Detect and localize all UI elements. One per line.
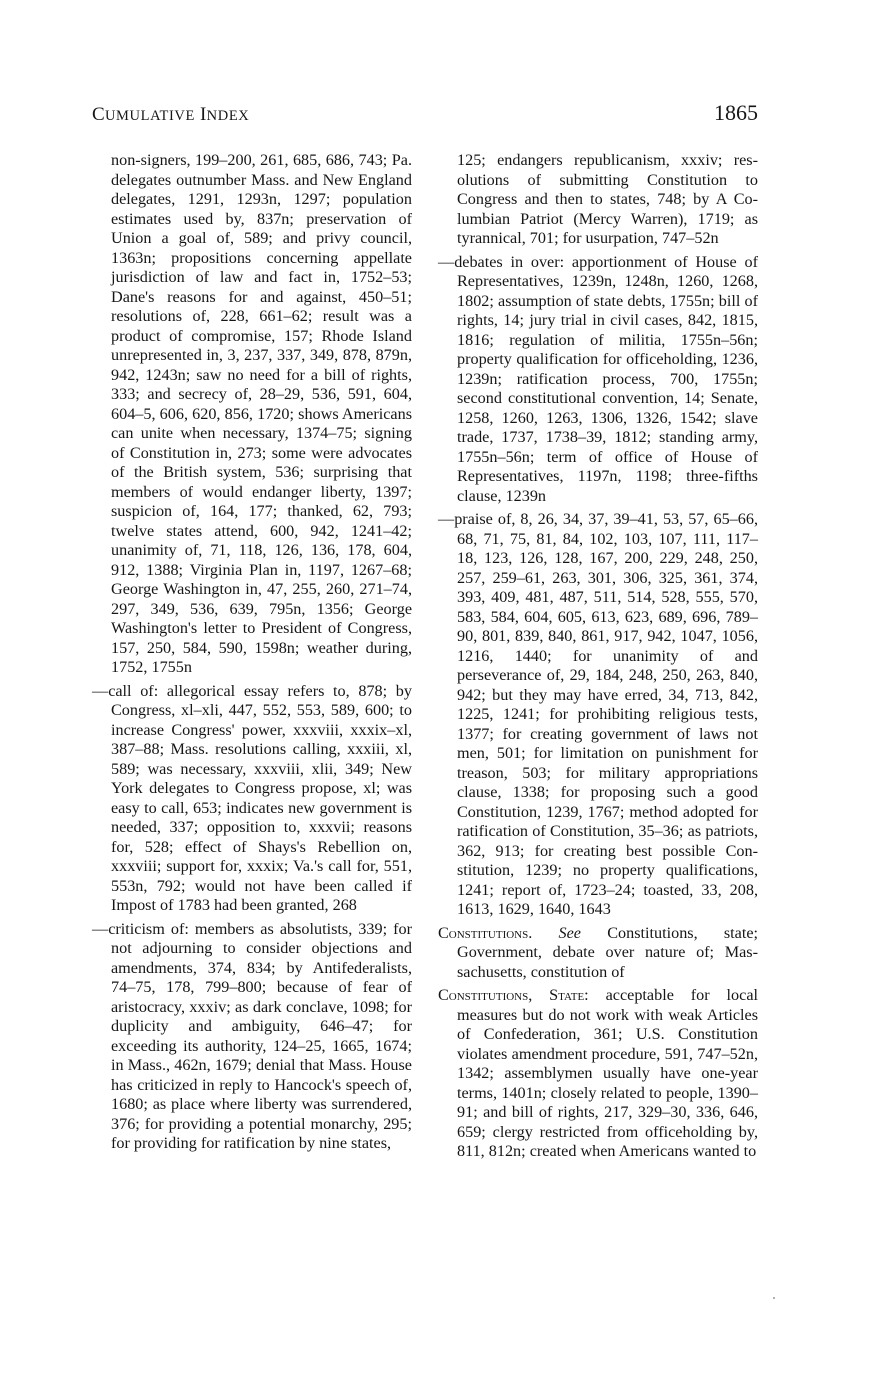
entry-constitutions (438, 924, 758, 983)
see-reference: See (558, 923, 581, 942)
entry-constitutions-refs: Constitutions, state; Government, debate over nature of; Massachusetts, constitution of (457, 923, 759, 981)
left-column (92, 151, 412, 1158)
title-rest-cumulative: UMULATIVE (104, 108, 195, 124)
running-head-title (92, 104, 249, 126)
right-column (438, 151, 758, 1166)
entry-continuation-right: 125; endangers republicanism, xxxiv; resolutions of submitting Constitution to Congress and then to states, 748; by A Columbian Patriot (Mercy Warren), 1719; as tyrannical, 701; for usurpation, 747–52n (457, 151, 758, 247)
entry-continuation-left: non-signers, 199–200, 261, 685, 686, 743; Pa. delegates outnumber Mass. and New England delegates, 1291, 1293n, 1297; population estimates used by, 837n; preservation of Union a goal of, 589; and privy council, 1363n; propositions concerning appellate jurisdiction of law and fact in, 1752–53; Dane's reasons for and against, 450–51; resolutions of, 228, 661–62; result was a product of compromise, 157; Rhode Island unrepresented in, 3, 237, 337, 349, 878, 879n, 942, 1243n; saw no need for a bill of rights, 333; and secrecy of, 28–29, 536, 591, 604, 604–5, 606, 620, 856, 1720; shows Americans can unite when necessary, 1374–75; signing of Constitution in, 273; some were advocates of the British system, 536; surprising that members of would endanger liberty, 1397; suspicion of, 164, 177; thanked, 62, 793; twelve states attend, 600, 942, 1241–42; unanimity of, 71, 118, 126, 136, 178, 604, 912, 1388; Virginia Plan in, 1197, 1267–68; George Washington in, 47, 255, 260, 271–74, 297, 349, 536, 639, 795n, 1356; George Washington's letter to President of Congress, 157, 250, 584, 590, 1598n; weather during, 1752, 1755n (111, 151, 412, 676)
title-initial-c: C (92, 104, 105, 125)
subentry-criticism-of: —criticism of: members as absolutists, 339; for not adjourning to consider objections and amendments, 374, 834; by Antifederalists, 74–75, 178, 799–800; because of fear of aristocracy, xxxiv; as dark conclave, 1098; for duplicity and ambiguity, 646–47; for exceeding its authority, 124–25, 1665, 1674; in Mass., 462n, 1679; denial that Mass. House has criticized in reply to Hancock's speech of, 1680; as place where liberty was surrendered, 376; for providing a potential monarchy, 295; for providing for ratification by nine states, (92, 919, 412, 1152)
title-initial-i: I (200, 104, 207, 125)
subentry-call-of: —call of: allegorical essay refers to, 878; by Congress, xl–xli, 447, 552, 553, 589, 600; to increase Congress' power, xxxviii, xxxix–xl, 387–88; Mass. resolutions calling, xxxiii, xl, 589; was necessary, xxxviii, xlii, 349; New York delegates to Congress propose, xl; was easy to call, 653; indicates new government is needed, 337; opposition to, xxxvii; reasons for, 528; effect of Shays's Rebellion on, xxxviii; support for, xxxix; Va.'s call for, 551, 553n, 792; would not have been called if Impost of 1783 had been granted, 268 (92, 681, 412, 914)
scan-speck (773, 1297, 775, 1299)
page-number: 1865 (714, 100, 758, 125)
entry-constitutions-state (438, 986, 758, 1162)
entry-constitutions-head: Constitutions. (438, 923, 533, 942)
entry-constitutions-state-body: acceptable for local measures but do not work with weak Articles of Confederation, 361; U.S. Constitution violates amendment procedure, 591, 747–52n, 1342; assemblymen usually have one-year terms, 1401n; closely related to people, 1390–91; and bill of rights, 217, 329–30, 336, 646, 659; clergy restricted from officeholding by, 811, 812n; created when Americans wanted to (457, 986, 759, 1160)
title-rest-index: NDEX (206, 108, 250, 124)
subentry-debates-in-over: —debates in over: apportionment of House of Representatives, 1239n, 1248n, 1260, 1268, 1802; assumption of state debts, 1755n; bill of rights, 14; jury trial in civil cases, 842, 1815, 1816; regulation of militia, 1755n–56n; property qualification for officeholding, 1236, 1239n; ratification process, 700, 1755n; second constitutional convention, 14; Senate, 1258, 1260, 1263, 1306, 1326, 1542; slave trade, 1737, 1738–39, 1812; standing army, 1755n–56n; term of office of House of Representatives, 1197n, 1198; three-fifths clause, 1239n (438, 252, 758, 505)
subentry-praise-of: —praise of, 8, 26, 34, 37, 39–41, 53, 57, 65–66, 68, 71, 75, 81, 84, 102, 103, 107, 111, 117–18, 123, 126, 128, 167, 200, 229, 248, 250, 257, 259–61, 263, 301, 306, 325, 361, 374, 393, 409, 481, 487, 511, 514, 528, 555, 570, 583, 584, 604, 605, 613, 623, 689, 696, 789–90, 801, 839, 840, 861, 917, 942, 1047, 1056, 1216, 1440; for unanimity of and perseverance of, 29, 184, 248, 250, 263, 840, 942; but they may have erred, 34, 713, 842, 1225, 1241; for prohibiting religious tests, 1377; for creating government of laws not men, 501; for limitation on punishment for treason, 503; for military appropriations clause, 1338; for proposing such a good Constitution, 1239, 1767; method adopted for ratification of Constitution, 35–36; as patriots, 362, 913; for creating best possible Constitution, 1239; no property qualifications, 1241; report of, 1723–24; toasted, 33, 208, 1613, 1629, 1640, 1643 (438, 510, 758, 918)
entry-constitutions-state-head: Constitutions, State: (438, 986, 589, 1004)
running-head (92, 100, 758, 134)
